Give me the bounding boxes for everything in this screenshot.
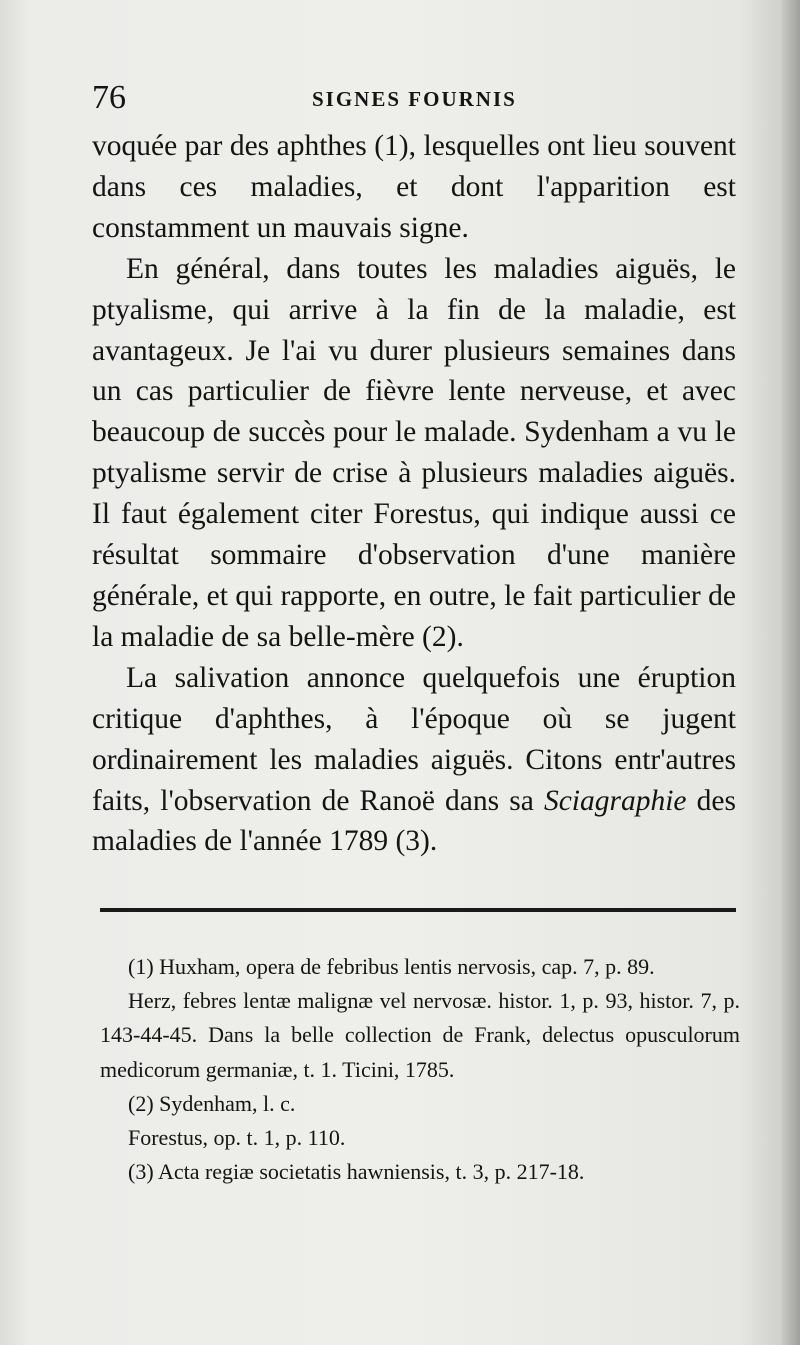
footnote-2: (2) Sydenham, l. c. bbox=[128, 1090, 296, 1116]
footnote-1: (1) Huxham, opera de febribus lentis nervosis, cap. 7, p. 89. bbox=[128, 954, 655, 979]
footnote-2-continued: Forestus, op. t. 1, p. 110. bbox=[128, 1125, 346, 1151]
footnote-rule bbox=[100, 908, 736, 912]
main-text bbox=[92, 126, 736, 862]
paragraph-1: voquée par des aphthes (1), lesquelles ont lieu souvent dans ces maladies, et dont l'apparition est constamment un mauvais signe. bbox=[92, 130, 736, 244]
paragraph-3-text: La salivation annonce quelquefois une éruption critique d'aphthes, à l'époque où se jugent ordinairement les maladies aiguës. Citons entr'autres faits, l'observation de Ranoë dans sa bbox=[92, 661, 736, 817]
footnote-1-continued: Herz, febres lentæ malignæ vel nervosæ. histor. 1, p. 93, histor. 7, p. 143-44-45. Dans la belle collection de Frank, delectus opusculorum medicorum germaniæ, t. 1. Ticini, 1785. bbox=[100, 988, 740, 1082]
paragraph-3 bbox=[92, 658, 736, 863]
page-number: 76 bbox=[92, 79, 126, 116]
running-title: SIGNES FOURNIS bbox=[312, 87, 517, 111]
book-title-italic: Sciagraphie bbox=[543, 784, 687, 817]
paragraph-3-end: des maladies de l'année 1789 (3). bbox=[92, 784, 736, 858]
running-head bbox=[92, 76, 740, 120]
footnotes bbox=[100, 950, 740, 1189]
paragraph-2: En général, dans toutes les maladies aiguës, le ptyalisme, qui arrive à la fin de la maladie, est avantageux. Je l'ai vu durer plusieurs semaines dans un cas particulier de fièvre lente nerveuse, et avec beaucoup de succès pour le malade. Sydenham a vu le ptyalisme servir de crise à plusieurs maladies aiguës. Il faut également citer Forestus, qui indique aussi ce résultat sommaire d'observation d'une manière générale, et qui rapporte, en outre, le fait particulier de la maladie de sa belle-mère (2). bbox=[92, 252, 736, 653]
page-gutter-shadow bbox=[782, 0, 800, 1345]
footnote-3: (3) Acta regiæ societatis hawniensis, t. 3, p. 217-18. bbox=[128, 1159, 585, 1185]
